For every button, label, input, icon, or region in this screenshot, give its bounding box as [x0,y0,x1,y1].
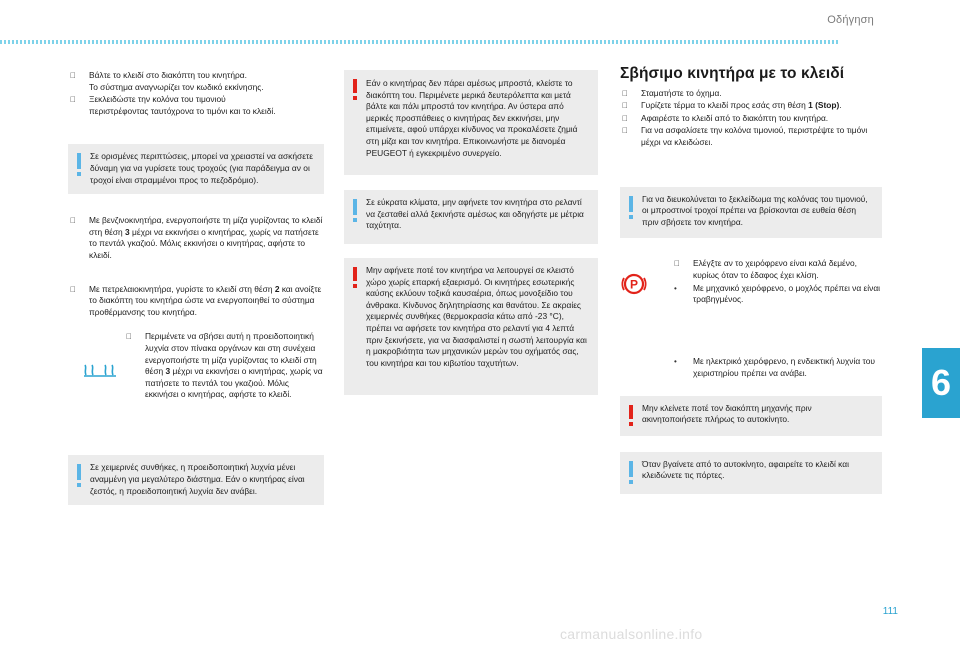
header-dotted-rule [0,40,840,44]
bullet-insert-key: Βάλτε το κλειδί στο διακόπτη του κινητήρα. Το σύστημα αναγνωρίζει τον κωδικό εκκίνησης. [68,70,324,93]
bullet-preheat: Περιμένετε να σβήσει αυτή η προειδοποιητική λυχνία στον πίνακα οργάνων και στη συνέχεια ενεργοποιήστε τη μίζα γυρίζοντας το κλειδί στη θέση 3 μέχρι να εκκινήσει ο κινητήρας, χωρίς να πατήσετε το πεντάλ του γκαζιού. Μόλις εκκινήσει ο κινητήρας, αφήστε το κλειδί. [124,331,324,401]
info-box-winter: Σε χειμερινές συνθήκες, η προειδοποιητική λυχνία μένει αναμμένη για μεγαλύτερο διάστημα. Εάν ο κινητήρας είναι ζεστός, η προειδοποιητική λυχνία δεν ανάβει. [68,455,324,505]
svg-text:P: P [629,277,639,292]
bullet-marker-icon [622,88,634,100]
info-flag-icon [353,199,357,215]
page-number: 111 [882,606,898,617]
column-left [68,70,324,505]
bullet-stop-vehicle: Σταματήστε το όχημα. [620,88,882,100]
preheat-icon [78,331,122,409]
bullet-marker-icon [70,70,82,82]
section-title: Σβήσιμο κινητήρα με το κλειδί [620,65,845,82]
bullet-marker-icon [70,284,82,296]
chapter-tab: 6 [922,348,960,418]
electric-brake-block [672,356,882,379]
warning-box-start-fail: Εάν ο κινητήρας δεν πάρει αμέσως μπροστά, κλείστε το διακόπτη του. Περιμένετε μερικά δευτερόλεπτα και μετά βάλτε και πάλι μπροστά τον κινητήρα. Αν ύστερα από μερικές προσπάθειες ο κινητήρας δεν εκκινήσει, μην επιμείνετε, αφού υπάρχει κίνδυνος να προκαλέσετε ζημιά στη μίζα και τον κινητήρα. Επικοινωνήστε με διανομέα PEUGEOT ή εγκεκριμένο συνεργείο. [344,70,598,175]
info-box-temperate: Σε εύκρατα κλίματα, μην αφήνετε τον κινητήρα στο ρελαντί να ζεσταθεί αλλά ξεκινήστε αμέσως και οδηγήστε με μέτρια ταχύτητα. [344,190,598,244]
info-box-column-unlock: Για να διευκολύνεται το ξεκλείδωμα της κολόνας του τιμονιού, οι μπροστινοί τροχοί πρέπει να βρίσκονται σε ευθεία θέση πριν σβήσετε τον κινητήρα. [620,187,882,239]
column-middle [344,70,598,395]
bullet-dot-icon: • [674,283,677,293]
bullet-petrol-start: Με βενζινοκινητήρα, ενεργοποιήστε τη μίζα γυρίζοντας το κλειδί στη θέση 3 μέχρι να εκκινήσει ο κινητήρας, χωρίς να πατήσετε το πεντάλ γκαζιού. Μόλις εκκινήσει ο κινητήρας, αφήστε το κλειδί. [68,215,324,261]
bullet-lock-column: Για να ασφαλίσετε την κολόνα τιμονιού, περιστρέψτε το τιμόνι μέχρι να κλειδώσει. [620,125,882,148]
warning-flag-icon [353,79,357,93]
info-box-wheels: Σε ορισμένες περιπτώσεις, μπορεί να χρειαστεί να ασκήσετε δύναμη για να γυρίσετε τους τροχούς (για παράδειγμα αν οι τροχοί είναι στραμμένοι προς το πεζοδρόμιο). [68,144,324,194]
bullet-turn-key-stop: Γυρίζετε τέρμα το κλειδί προς εσάς στη θέση 1 (Stop). [620,100,882,112]
chapter-title: Οδήγηση [827,14,874,26]
bullet-dot-icon: • [674,357,677,367]
bullet-diesel-start: Με πετρελαιοκινητήρα, γυρίστε το κλειδί στη θέση 2 και ανοίξτε το διακόπτη του κινητήρα ώστε να ενεργοποιηθεί το σύστημα προθέρμανσης του κινητήρα. [68,284,324,319]
warning-flag-icon [629,405,633,419]
bullet-marker-icon [70,215,82,227]
bullet-electric-brake: • Με ηλεκτρικό χειρόφρενο, η ενδεικτική λυχνία του χειριστηρίου πρέπει να ανάβει. [674,356,875,378]
bullet-marker-icon [70,94,82,106]
info-flag-icon [629,196,633,212]
info-flag-icon [629,461,633,477]
bullet-remove-key: Αφαιρέστε το κλειδί από το διακόπτη του κινητήρα. [620,113,882,125]
warning-box-ventilation: Μην αφήνετε ποτέ τον κινητήρα να λειτουργεί σε κλειστό χώρο χωρίς επαρκή εξαερισμό. Οι κινητήρες εσωτερικής καύσης εκλύουν τοξικά καυσαέρια, όπως μονοξείδιο του άνθρακα. Κίνδυνος δηλητηρίασης και θανάτου. Σε ακραίες χειμερινές συνθήκες (θερμοκρασία κάτω από -23 °C), πρέπει να αφήσετε τον κινητήρα στο ρελαντί για 4 λεπτά πριν ξεκινήσετε, για να διασφαλιστεί η σωστή λειτουργία και η μακροβιότητα των μηχανικών μερών του οχήματός σας, του κινητήρα και του κιβωτίου ταχυτήτων. [344,258,598,395]
bullet-marker-icon [622,125,634,137]
bullet-marker-icon [126,331,138,343]
preheat-instruction [68,331,324,447]
bullet-marker-icon [674,258,686,270]
info-flag-icon [77,153,81,169]
warning-flag-icon [353,267,357,281]
bullet-marker-icon [622,113,634,125]
info-flag-icon [77,464,81,480]
warning-box-ignition: Μην κλείνετε ποτέ τον διακόπτη μηχανής πριν ακινητοποιήσετε πλήρως το αυτοκίνητο. [620,396,882,436]
bullet-check-brake: Ελέγξτε αν το χειρόφρενο είναι καλά δεμένο, κυρίως όταν το έδαφος έχει κλίση. [672,258,882,281]
watermark: carmanualsonline.info [560,626,703,642]
bullet-unlock-column: Ξεκλειδώστε την κολόνα του τιμονιού περιστρέφοντας ταυτόχρονα το τιμόνι και το κλειδί. [68,94,324,117]
bullet-marker-icon [622,100,634,112]
parking-brake-icon [620,258,648,310]
column-right [620,65,882,494]
parking-brake-block [620,258,882,328]
bullet-manual-brake: • Με μηχανικό χειρόφρενο, ο μοχλός πρέπει να είναι τραβηγμένος. [674,282,881,305]
info-box-leaving: Όταν βγαίνετε από το αυτοκίνητο, αφαιρείτε το κλειδί και κλειδώνετε τις πόρτες. [620,452,882,494]
